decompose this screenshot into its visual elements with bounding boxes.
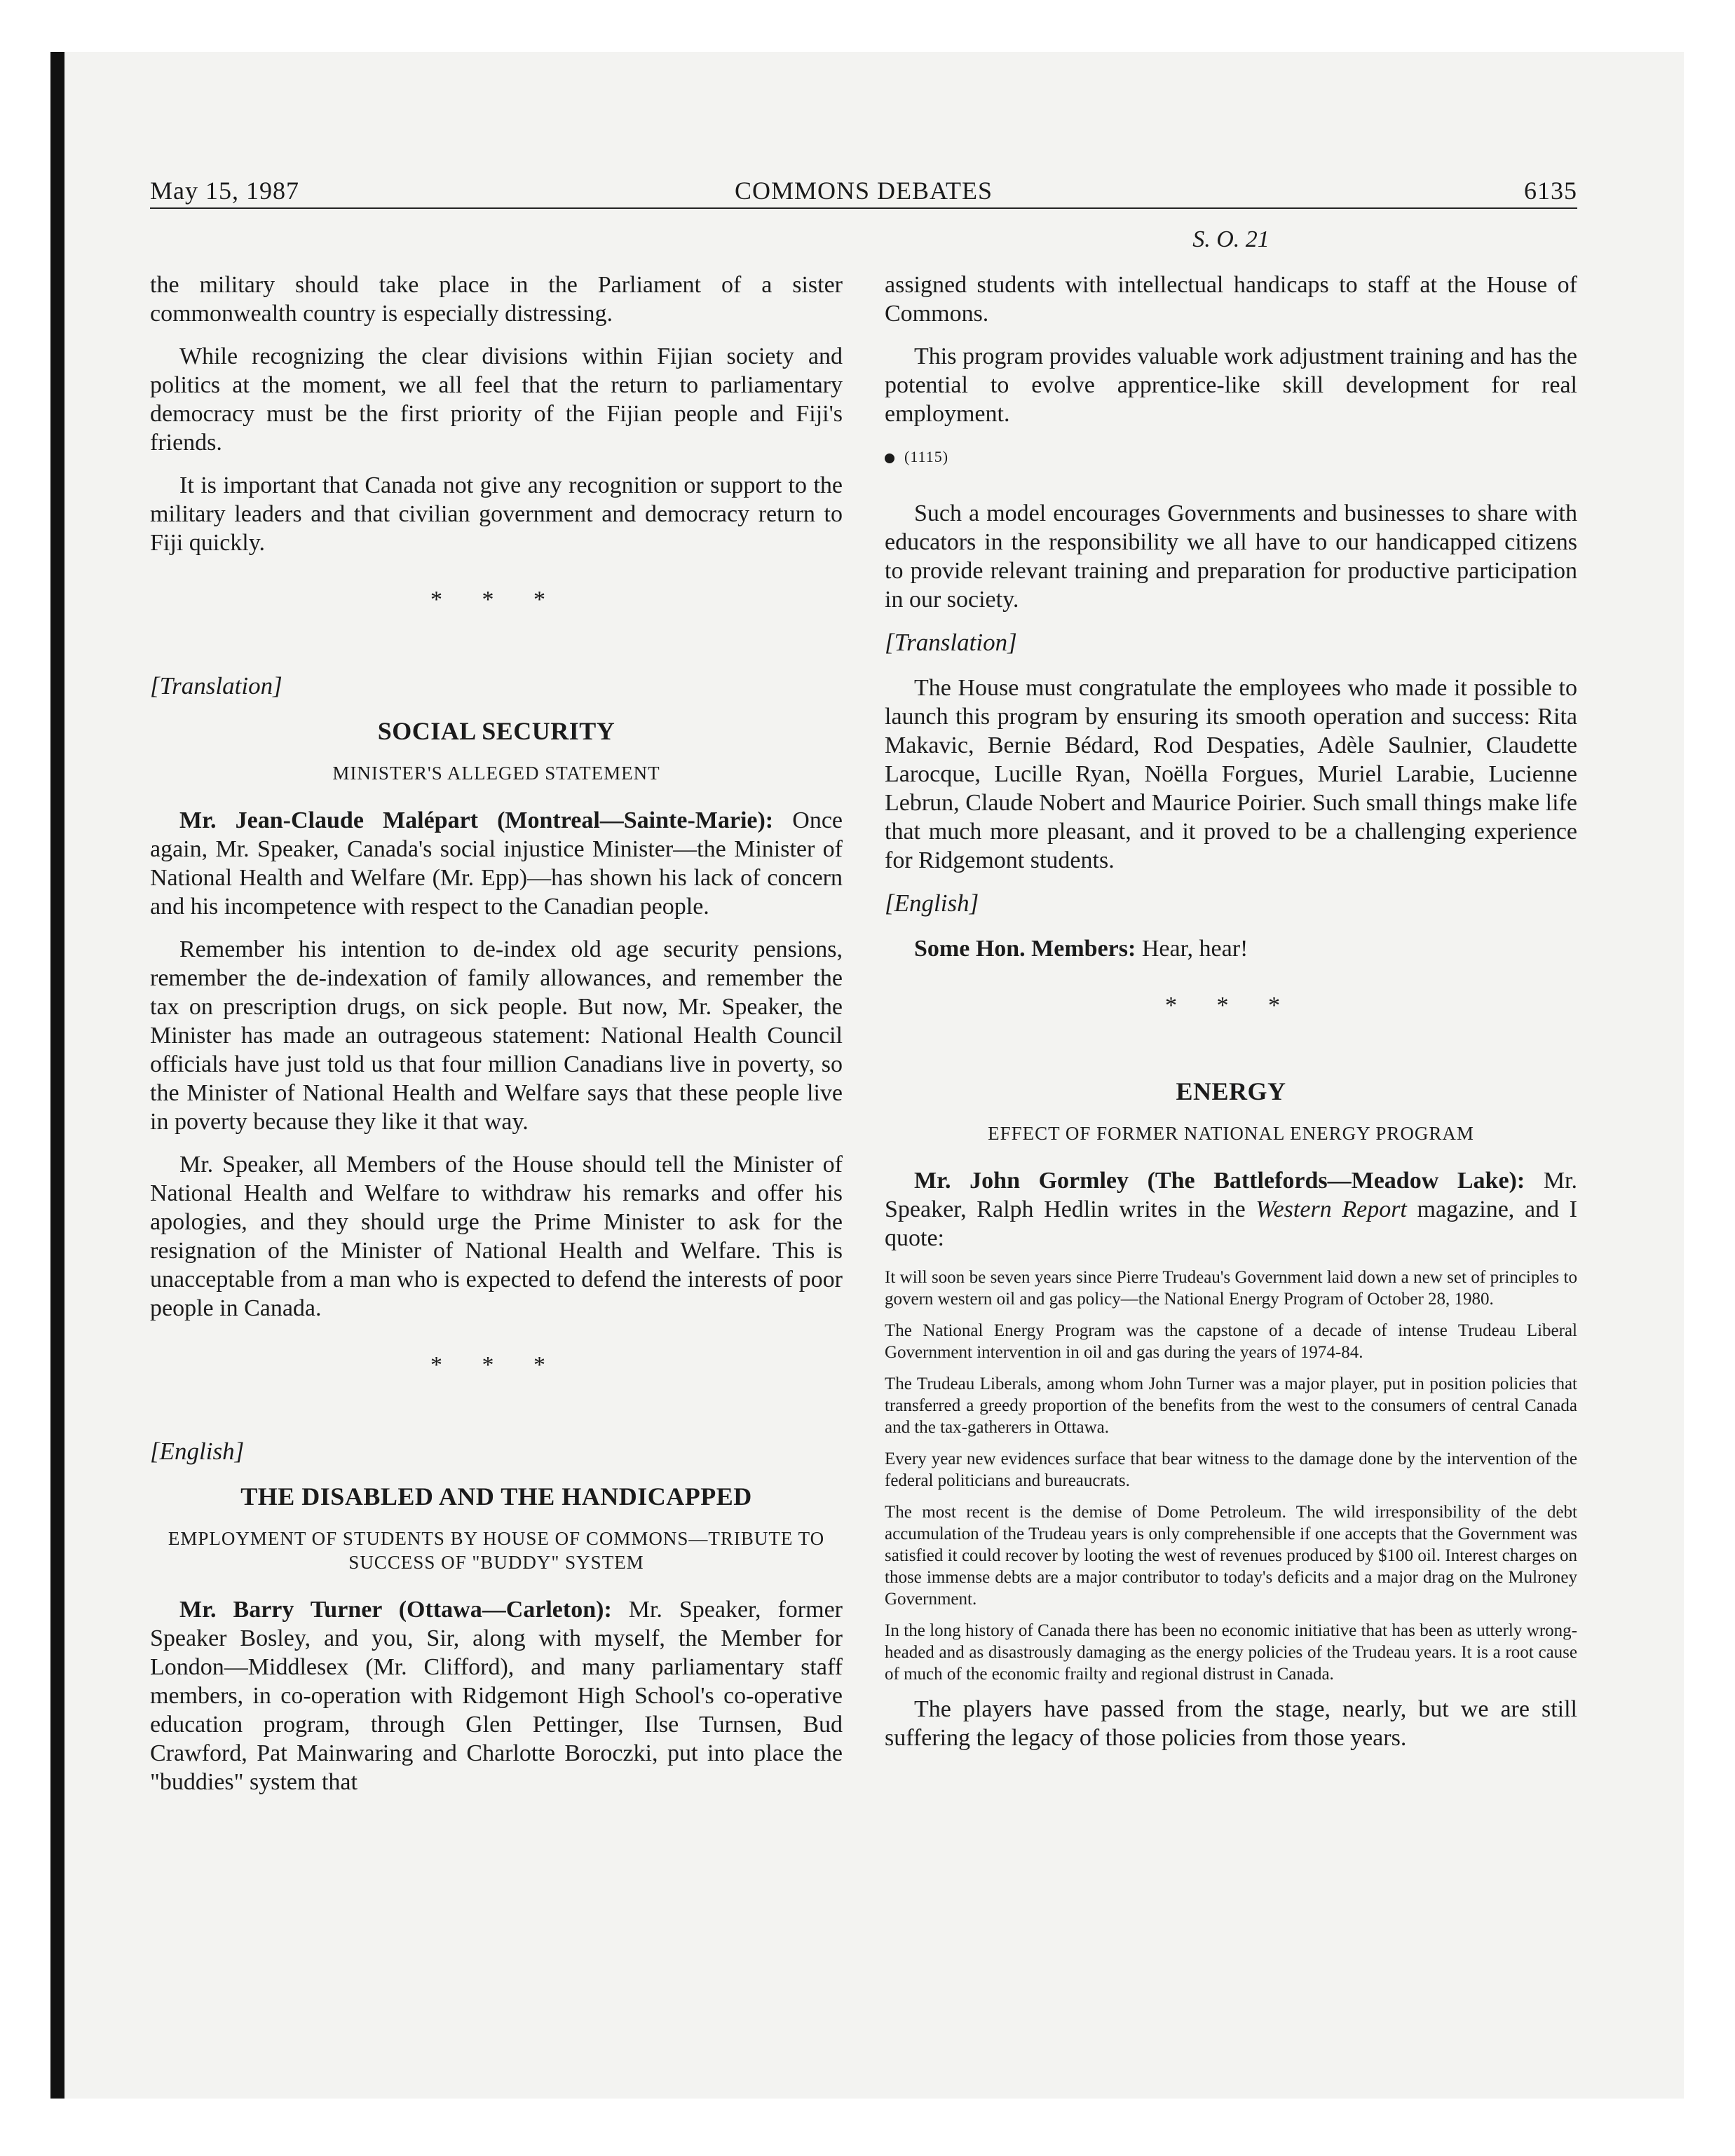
paragraph: The players have passed from the stage, nearly, but we are still suffering the legacy of those policies from those years. bbox=[885, 1696, 1577, 1751]
speech-text: Hear, hear! bbox=[1141, 936, 1248, 962]
speech-paragraph bbox=[885, 934, 1577, 963]
paragraph: This program provides valuable work adjustment training and has the potential to evolve apprentice-like skill development for real employment. bbox=[885, 343, 1577, 427]
timestamp bbox=[885, 442, 1577, 471]
paragraph: It is important that Canada not give any recognition or support to the military leaders and that civilian government and democracy return to Fiji quickly. bbox=[150, 472, 843, 556]
paragraph: the military should take place in the Parliament of a sister commonwealth country is especially distressing. bbox=[150, 272, 843, 327]
section-separator: * * * bbox=[1165, 992, 1297, 1018]
block-quote: The most recent is the demise of Dome Petroleum. The wild irresponsibility of the debt accumulation of the Trudeau years is only comprehensible if one accepts that the Government was satisfied it could recover by looting the west of revenues produced by $100 oil. Interest charges on those immense debts are a major contributor to today's deficits and a major drag on the Mulroney Government. bbox=[885, 1503, 1577, 1609]
section-heading: ENERGY bbox=[1176, 1077, 1286, 1105]
speaker-name: Some Hon. Members: bbox=[914, 936, 1136, 962]
block-quote: In the long history of Canada there has been no economic initiative that has been as utterly wrong-headed and as disastrously damaging as the energy policies of the Trudeau years. It is a root cause of much of the economic frailty and regional distrust in Canada. bbox=[885, 1621, 1577, 1684]
header-date: May 15, 1987 bbox=[150, 177, 299, 205]
language-tag: [English] bbox=[885, 889, 979, 917]
right-column bbox=[885, 271, 1577, 1766]
speech-text: Once again, Mr. Speaker, Canada's social injustice Minister—the Minister of National Health and Welfare (Mr. Epp)—has shown his lack of concern and his incompetence with respect to the Canadian people. bbox=[150, 807, 843, 920]
paragraph: The House must congratulate the employees who made it possible to launch this program by ensuring its smooth operation and success: Rita Makavic, Bernie Bédard, Rod Despaties, Adèle Saulnier, Claudette Larocque, Lucille Ryan, Noëlla Forgues, Muriel Larabie, Lucienne Lebrun, Claude Nobert and Maurice Poirier. Such small things make life that much more pleasant, and it proved to be a challenging experience for Ridgemont students. bbox=[885, 675, 1577, 873]
speaker-name: Mr. Jean-Claude Malépart (Montreal—Sainte-Marie): bbox=[179, 807, 774, 833]
paragraph: Remember his intention to de-index old age security pensions, remember the de-indexation of family allowances, and remember the tax on prescription drugs, on sick people. But now, Mr. Speaker, the Minister has made an outrageous statement: National Health Council officials have just told us that four million Canadians live in poverty, so the Minister of National Health and Welfare says that these people live in poverty because they like it that way. bbox=[150, 936, 843, 1135]
binding-edge bbox=[50, 52, 64, 2099]
speaker-name: Mr. Barry Turner (Ottawa—Carleton): bbox=[179, 1597, 612, 1623]
block-quote: Every year new evidences surface that bear witness to the damage done by the intervention of the federal politicians and bureaucrats. bbox=[885, 1449, 1577, 1490]
speech-text: Mr. Speaker, former Speaker Bosley, and you, Sir, along with myself, the Member for London—Middlesex (Mr. Clifford), and many parliamentary staff members, in co-operation with Ridgemont High School's co-operative education program, through Glen Pettinger, Ilse Turnsen, Bud Crawford, Pat Mainwaring and Charlotte Boroczki, put into place the "buddies" system that bbox=[150, 1597, 843, 1795]
speaker-name: Mr. John Gormley (The Battlefords—Meadow Lake): bbox=[914, 1168, 1525, 1194]
speech-paragraph bbox=[885, 1166, 1577, 1253]
section-separator: * * * bbox=[430, 587, 562, 613]
language-tag: [Translation] bbox=[885, 629, 1017, 656]
section-heading: THE DISABLED AND THE HANDICAPPED bbox=[240, 1482, 752, 1510]
speech-text: Mr. Speaker, Ralph Hedlin writes in the bbox=[885, 1168, 1577, 1222]
block-quote: The National Energy Program was the capstone of a decade of intense Trudeau Liberal Government intervention in oil and gas during the years of 1974-84. bbox=[885, 1321, 1577, 1362]
header-title: COMMONS DEBATES bbox=[734, 177, 993, 205]
block-quote: The Trudeau Liberals, among whom John Turner was a major player, put in position policies that transferred a greedy proportion of the benefits from the west to the consumers of central Canada and the tax-gatherers in Ottawa. bbox=[885, 1374, 1577, 1437]
block-quote: It will soon be seven years since Pierre Trudeau's Government laid down a new set of principles to govern western oil and gas policy—the National Energy Program of October 28, 1980. bbox=[885, 1268, 1577, 1309]
page-header bbox=[150, 175, 1577, 209]
publication-title: Western Report bbox=[1256, 1196, 1407, 1222]
left-column bbox=[150, 271, 843, 1810]
section-separator: * * * bbox=[430, 1352, 562, 1378]
paragraph: assigned students with intellectual handicaps to staff at the House of Commons. bbox=[885, 272, 1577, 327]
speech-paragraph bbox=[150, 1595, 843, 1796]
language-tag: [Translation] bbox=[150, 672, 283, 700]
bullet-icon bbox=[885, 453, 894, 463]
paragraph: While recognizing the clear divisions within Fijian society and politics at the moment, we all feel that the return to parliamentary democracy must be the first priority of the Fijian people and Fiji's friends. bbox=[150, 343, 843, 456]
language-tag: [English] bbox=[150, 1438, 245, 1465]
section-marker: S. O. 21 bbox=[1192, 226, 1270, 252]
section-heading: SOCIAL SECURITY bbox=[377, 717, 615, 745]
speech-paragraph bbox=[150, 806, 843, 921]
timestamp-text: (1115) bbox=[904, 448, 949, 465]
speech-text: magazine, and I quote: bbox=[885, 1196, 1578, 1251]
paragraph: Such a model encourages Governments and businesses to share with educators in the responsibility we all have to our handicapped citizens to provide relevant training and preparation for productive participation in our society. bbox=[885, 500, 1577, 613]
section-subheading: MINISTER'S ALLEGED STATEMENT bbox=[332, 763, 660, 784]
section-subheading: EMPLOYMENT OF STUDENTS BY HOUSE OF COMMONS—TRIBUTE TO SUCCESS OF "BUDDY" SYSTEM bbox=[168, 1528, 825, 1573]
paragraph: Mr. Speaker, all Members of the House should tell the Minister of National Health and Welfare to withdraw his remarks and offer his apologies, and they should urge the Prime Minister to ask for the resignation of the Minister of National Health and Welfare. This is unacceptable from a man who is expected to defend the interests of poor people in Canada. bbox=[150, 1152, 843, 1321]
header-page-number: 6135 bbox=[1524, 177, 1577, 205]
section-subheading: EFFECT OF FORMER NATIONAL ENERGY PROGRAM bbox=[988, 1123, 1474, 1144]
